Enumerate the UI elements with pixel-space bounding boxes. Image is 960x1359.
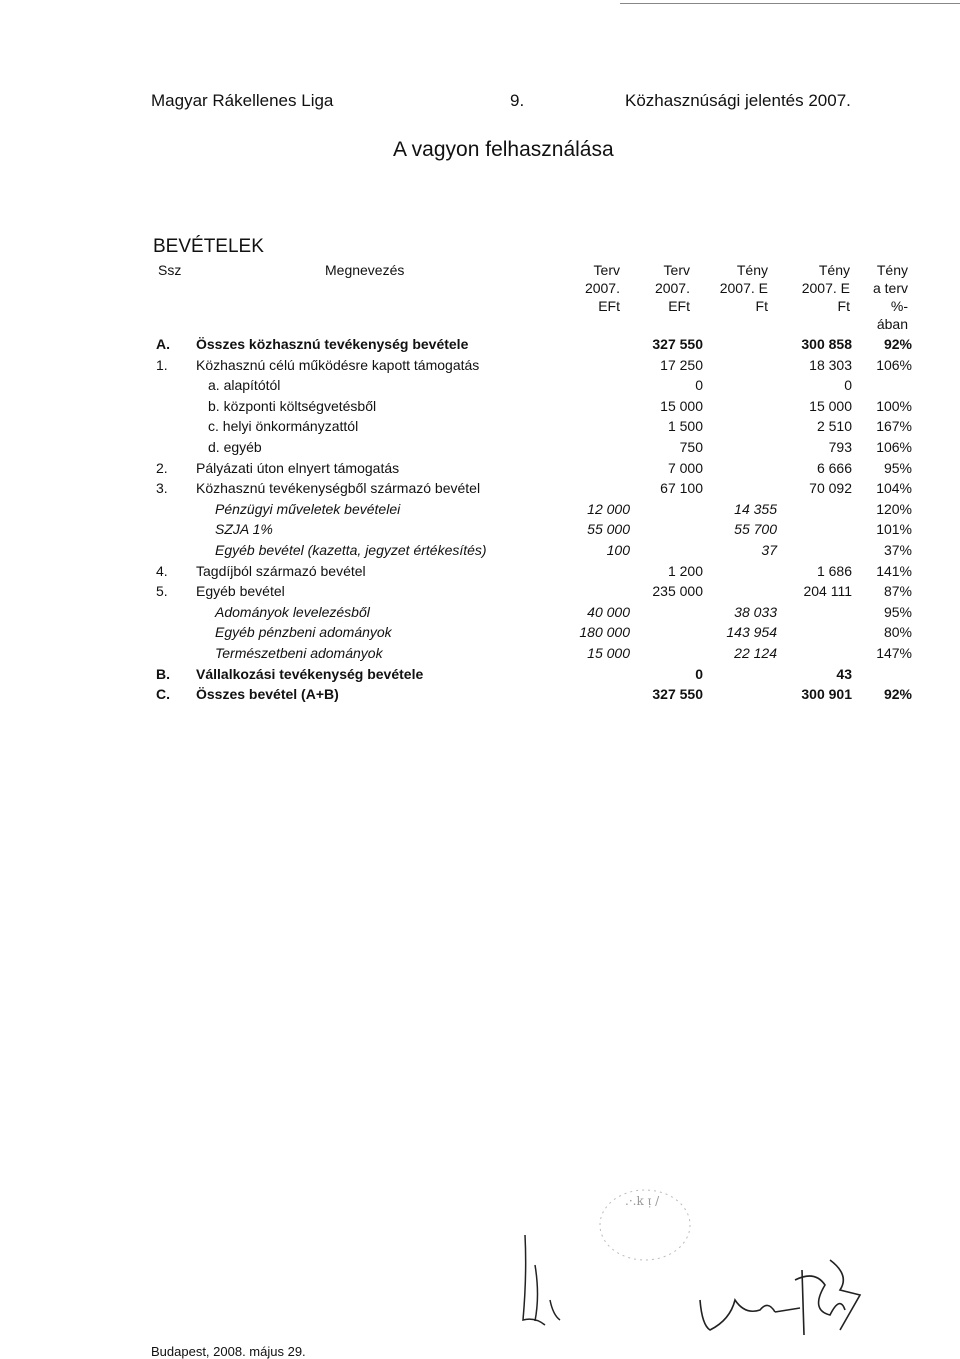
table-row [0, 521, 960, 541]
row-name: c. helyi önkormányzattól [208, 418, 359, 435]
table-row [0, 501, 960, 521]
row-name: Egyéb pénzbeni adományok [215, 624, 392, 641]
terv-total-value: 0 [695, 377, 703, 394]
top-rule [620, 3, 960, 4]
col-ssz: Ssz [158, 262, 182, 278]
signature-main [690, 1240, 870, 1340]
percent-value: 120% [876, 500, 912, 517]
row-ssz: 5. [156, 583, 168, 600]
org-name: Magyar Rákellenes Liga [151, 91, 334, 110]
table-row [0, 398, 960, 418]
row-name: d. egyéb [208, 439, 262, 455]
section-title: BEVÉTELEK [153, 236, 264, 257]
table-row [0, 686, 960, 706]
col-teny-1: Tény 2007. E Ft [719, 262, 768, 314]
percent-value: 147% [876, 645, 912, 661]
terv-value: 12 000 [587, 500, 630, 517]
teny-value: 37 [761, 542, 777, 558]
table-row [0, 542, 960, 562]
percent-value: 101% [876, 521, 912, 538]
row-name: Tagdíjból származó bevétel [196, 562, 366, 579]
table-row [0, 439, 960, 459]
signature-initials [505, 1225, 575, 1335]
terv-value: 15 000 [587, 645, 630, 661]
terv-value: 180 000 [579, 624, 630, 641]
teny-total-value: 300 901 [801, 686, 852, 703]
teny-value: 38 033 [734, 603, 777, 620]
teny-total-value: 6 666 [816, 459, 852, 476]
percent-value: 92% [883, 336, 912, 352]
percent-value: 95% [883, 459, 912, 476]
terv-total-value: 15 000 [660, 397, 703, 414]
page-title: A vagyon felhasználása [393, 138, 614, 161]
teny-total-value: 0 [844, 377, 852, 394]
teny-value: 22 124 [734, 645, 777, 661]
row-ssz: 1. [156, 356, 168, 373]
terv-total-value: 750 [679, 439, 703, 455]
terv-value: 40 000 [587, 603, 630, 620]
table-row [0, 418, 960, 438]
terv-total-value: 0 [695, 665, 703, 682]
teny-value: 14 355 [734, 500, 777, 517]
teny-total-value: 15 000 [809, 397, 852, 414]
row-name: Természetbeni adományok [215, 645, 383, 661]
teny-total-value: 300 858 [801, 336, 852, 352]
percent-value: 141% [876, 562, 912, 579]
teny-total-value: 18 303 [809, 356, 852, 373]
table-row [0, 460, 960, 480]
report-title: Közhasznúsági jelentés 2007. [625, 91, 851, 110]
teny-total-value: 70 092 [809, 480, 852, 497]
col-teny-pct: Tény a terv %- ában [872, 262, 908, 332]
teny-value: 143 954 [726, 624, 777, 641]
row-name: Egyéb bevétel [196, 583, 285, 600]
percent-value: 37% [883, 542, 912, 558]
terv-total-value: 327 550 [652, 336, 703, 352]
row-name: Adományok levelezésből [215, 603, 370, 620]
place-date: Budapest, 2008. május 29. [151, 1344, 306, 1359]
terv-total-value: 17 250 [660, 356, 703, 373]
row-name: Egyéb bevétel (kazetta, jegyzet értékesítés) [215, 542, 487, 558]
terv-total-value: 235 000 [652, 583, 703, 600]
col-teny-2: Tény 2007. E Ft [801, 262, 850, 314]
row-name: Vállalkozási tevékenység bevétele [196, 665, 424, 682]
terv-total-value: 7 000 [667, 459, 703, 476]
table-row [0, 666, 960, 686]
percent-value: 100% [876, 397, 912, 414]
row-name: a. alapítótól [208, 377, 281, 394]
col-name: Megnevezés [325, 262, 405, 278]
terv-total-value: 67 100 [660, 480, 703, 497]
row-name: SZJA 1% [215, 521, 273, 538]
row-ssz: B. [156, 665, 170, 682]
table-row [0, 336, 960, 356]
percent-value: 167% [876, 418, 912, 435]
col-terv-2: Terv 2007. EFt [654, 262, 690, 314]
row-name: b. központi költségvetésből [208, 397, 377, 414]
teny-value: 55 700 [734, 521, 777, 538]
table-row [0, 357, 960, 377]
row-name: Pályázati úton elnyert támogatás [196, 459, 400, 476]
page-number: 9. [510, 91, 525, 110]
teny-total-value: 1 686 [816, 562, 852, 579]
teny-total-value: 204 111 [803, 583, 852, 600]
terv-value: 100 [606, 542, 630, 558]
row-name: Összes közhasznú tevékenység bevétele [196, 336, 469, 352]
row-ssz: 3. [156, 480, 168, 497]
terv-total-value: 327 550 [652, 686, 703, 703]
percent-value: 95% [883, 603, 912, 620]
svg-text:.·.k ᴉ /: .·.k ᴉ / [625, 1194, 660, 1208]
percent-value: 80% [883, 624, 912, 641]
row-ssz: A. [156, 336, 170, 352]
percent-value: 104% [876, 480, 912, 497]
percent-value: 92% [883, 686, 912, 703]
row-name: Összes bevétel (A+B) [196, 686, 339, 703]
percent-value: 87% [883, 583, 912, 600]
row-name: Pénzügyi műveletek bevételei [215, 500, 401, 517]
table-row [0, 563, 960, 583]
table-row [0, 624, 960, 644]
row-name: Közhasznú tevékenységből származó bevétel [196, 480, 481, 497]
col-terv-1: Terv 2007. EFt [584, 262, 620, 314]
table-row [0, 583, 960, 603]
row-ssz: C. [156, 686, 170, 703]
table-row [0, 377, 960, 397]
table-row [0, 480, 960, 500]
table-row [0, 645, 960, 665]
row-ssz: 2. [156, 459, 168, 476]
terv-value: 55 000 [587, 521, 630, 538]
teny-total-value: 43 [836, 665, 852, 682]
row-ssz: 4. [156, 562, 168, 579]
teny-total-value: 793 [828, 439, 852, 455]
row-name: Közhasznú célú működésre kapott támogatás [196, 356, 480, 373]
teny-total-value: 2 510 [816, 418, 852, 435]
terv-total-value: 1 200 [667, 562, 703, 579]
percent-value: 106% [876, 356, 912, 373]
terv-total-value: 1 500 [667, 418, 703, 435]
table-row [0, 604, 960, 624]
percent-value: 106% [876, 439, 912, 455]
